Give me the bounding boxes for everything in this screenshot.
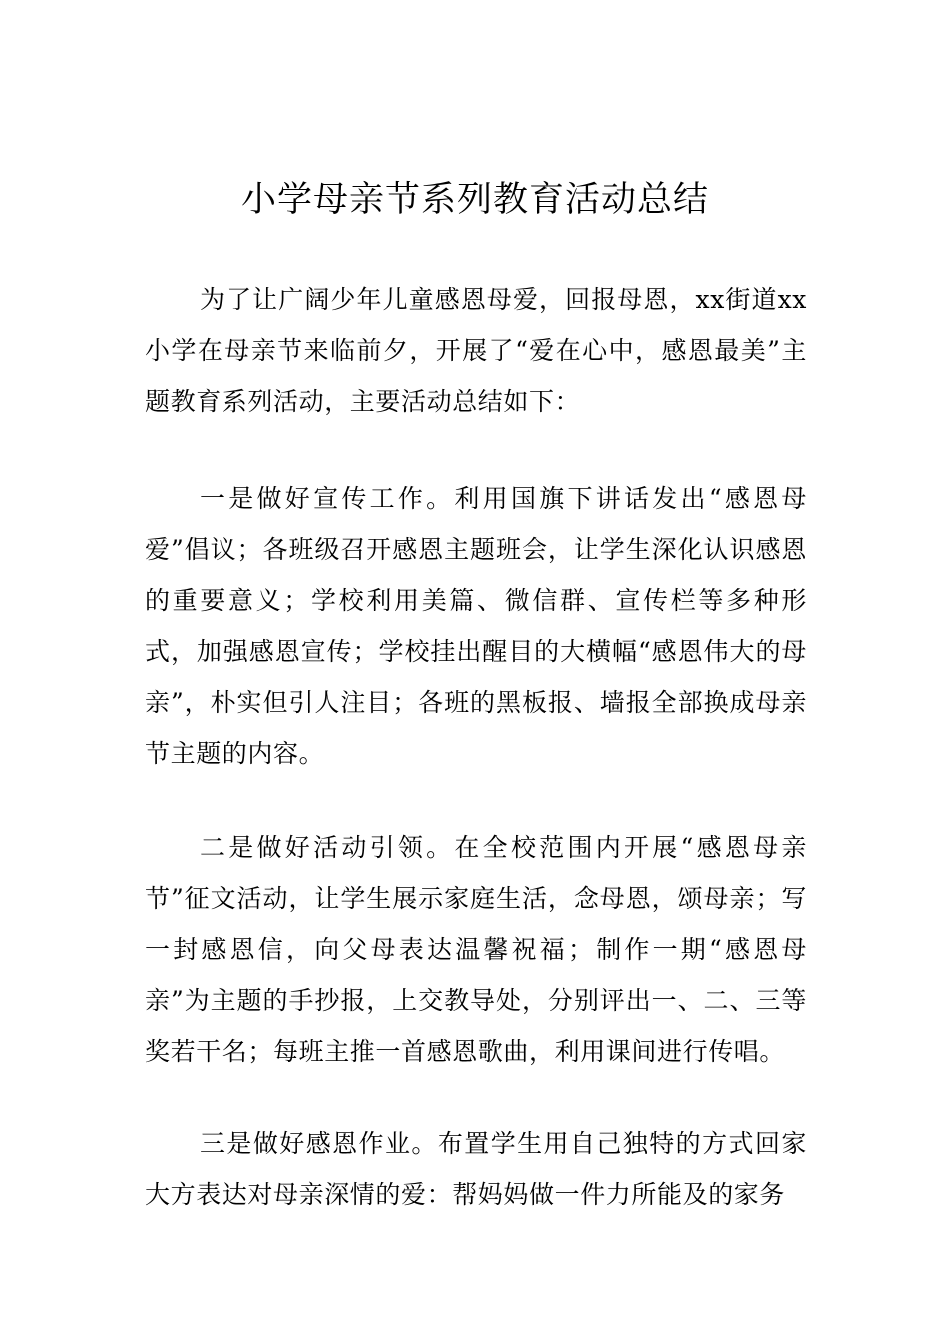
- paragraph-homework: 三是做好感恩作业。布置学生用自己独特的方式回家大方表达对母亲深情的爱：帮妈妈做一件力所能及的家务: [145, 1129, 807, 1209]
- paragraph-intro: 为了让广阔少年儿童感恩母爱，回报母恩，xx街道xx小学在母亲节来临前夕，开展了“爱在心中，感恩最美”主题教育系列活动，主要活动总结如下：: [145, 285, 807, 416]
- paragraph-activities: 二是做好活动引领。在全校范围内开展“感恩母亲节”征文活动，让学生展示家庭生活，念母恩，颂母亲；写一封感恩信，向父母表达温馨祝福；制作一期“感恩母亲”为主题的手抄报，上交教导处，分别评出一、二、三等奖若干名；每班主推一首感恩歌曲，利用课间进行传唱。: [145, 833, 807, 1066]
- document-title: 小学母亲节系列教育活动总结: [240, 180, 709, 220]
- paragraph-publicity: 一是做好宣传工作。利用国旗下讲话发出“感恩母爱”倡议；各班级召开感恩主题班会，让学生深化认识感恩的重要意义；学校利用美篇、微信群、宣传栏等多种形式，加强感恩宣传；学校挂出醒目的大横幅“感恩伟大的母亲”，朴实但引人注目；各班的黑板报、墙报全部换成母亲节主题的内容。: [145, 484, 807, 768]
